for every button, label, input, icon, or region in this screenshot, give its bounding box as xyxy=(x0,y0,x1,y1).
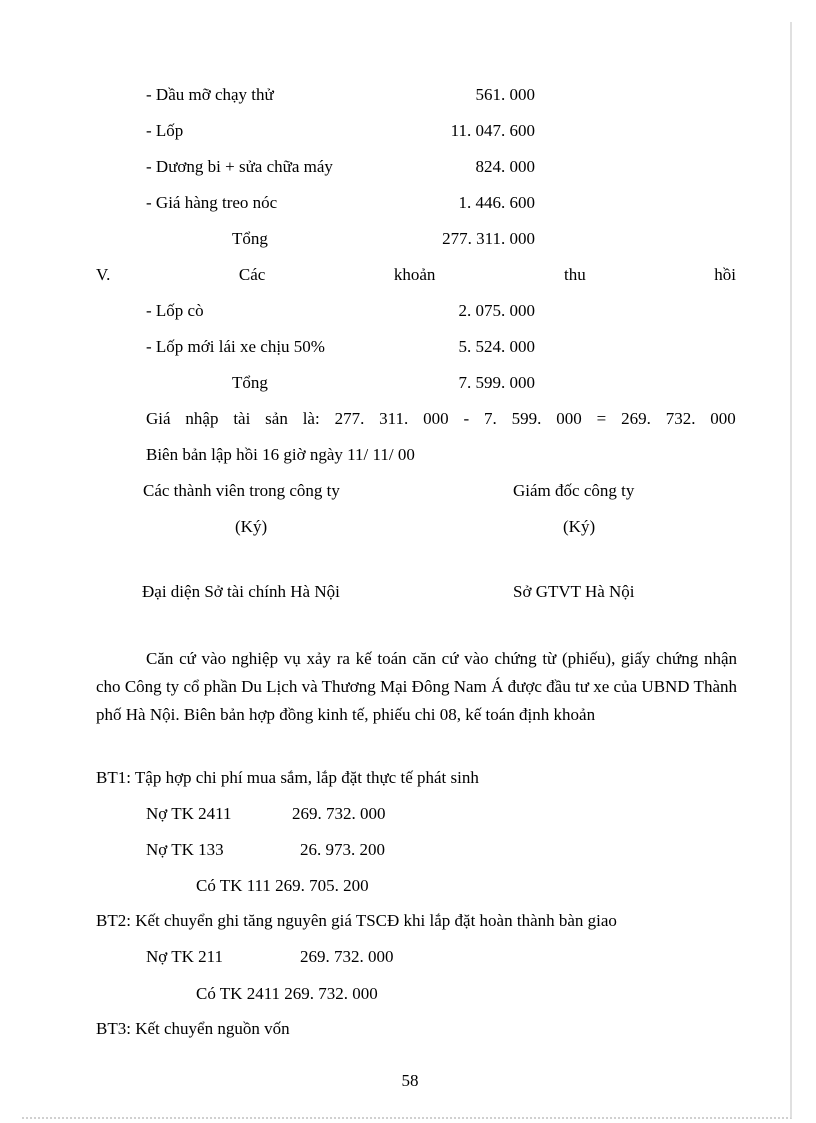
entry-bt3-title: BT3: Kết chuyển nguồn vốn xyxy=(96,1019,290,1038)
heading-word: Các xyxy=(238,265,266,284)
cost-total-label: Tổng xyxy=(232,229,268,248)
formula-token: là: xyxy=(302,409,320,428)
section-heading-recovery xyxy=(96,265,736,285)
entry-bt1-debit1: Nợ TK 2411 xyxy=(146,804,232,823)
formula-token: tài xyxy=(233,409,251,428)
formula-token: 277. xyxy=(334,409,365,428)
entry-bt1-debit1-amount: 269. 732. 000 xyxy=(292,804,386,823)
formula-token: sản xyxy=(265,409,288,428)
page-number: 58 xyxy=(401,1071,419,1090)
signature-finance-dept: Đại diện Sở tài chính Hà Nội xyxy=(142,582,340,601)
formula-token: 000 xyxy=(423,409,449,428)
formula-token: - xyxy=(463,409,470,428)
recovery-total-label: Tổng xyxy=(232,373,268,392)
cost-item-amount: 561. 000 xyxy=(475,85,535,104)
page-border xyxy=(22,22,792,1119)
entry-bt1-title: BT1: Tập hợp chi phí mua sắm, lắp đặt thực tế phát sinh xyxy=(96,768,479,787)
heading-word: V. xyxy=(96,265,111,284)
recovery-item-label: - Lốp cò xyxy=(146,301,204,320)
cost-item-amount: 11. 047. 600 xyxy=(450,121,535,140)
recovery-total-amount: 7. 599. 000 xyxy=(458,373,535,392)
minutes-note: Biên bản lập hồi 16 giờ ngày 11/ 11/ 00 xyxy=(146,445,415,464)
body-paragraph: Căn cứ vào nghiệp vụ xảy ra kế toán căn cứ vào chứng từ (phiếu), giấy chứng nhận cho Công ty cổ phần Du Lịch và Thương Mại Đông Nam Á được đầu tư xe của UBND Thành phố Hà Nội. Biên bản hợp đồng kinh tế, phiếu chi 08, kế toán định khoản xyxy=(96,649,737,724)
recovery-item-label: - Lốp mới lái xe chịu 50% xyxy=(146,337,325,356)
formula-token: 311. xyxy=(379,409,409,428)
asset-value-formula xyxy=(146,409,736,429)
cost-item-label: - Dương bi + sửa chữa máy xyxy=(146,157,333,176)
cost-item-amount: 1. 446. 600 xyxy=(458,193,535,212)
entry-bt1-debit2-amount: 26. 973. 200 xyxy=(300,840,385,859)
signature-transport-dept: Sở GTVT Hà Nội xyxy=(513,582,635,601)
entry-bt1-credit: Có TK 111 269. 705. 200 xyxy=(196,876,369,895)
entry-bt2-debit-amount: 269. 732. 000 xyxy=(300,947,394,966)
entry-bt2-credit: Có TK 2411 269. 732. 000 xyxy=(196,984,378,1003)
formula-token: 000 xyxy=(556,409,582,428)
recovery-item-amount: 5. 524. 000 xyxy=(458,337,535,356)
cost-item-amount: 824. 000 xyxy=(475,157,535,176)
signature-members-title: Các thành viên trong công ty xyxy=(143,481,340,500)
formula-token: 7. xyxy=(484,409,497,428)
cost-item-label: - Giá hàng treo nóc xyxy=(146,193,278,212)
formula-token: = xyxy=(596,409,607,428)
entry-bt2-debit: Nợ TK 211 xyxy=(146,947,223,966)
signature-placeholder-left: (Ký) xyxy=(235,517,268,536)
cost-item-label: - Lốp xyxy=(146,121,184,140)
formula-token: 732. xyxy=(665,409,696,428)
heading-word: khoản xyxy=(393,265,436,284)
formula-token: nhập xyxy=(185,409,219,428)
heading-word: hồi xyxy=(714,265,736,284)
heading-word: thu xyxy=(563,265,586,284)
signature-director-title: Giám đốc công ty xyxy=(513,481,635,500)
formula-token: 000 xyxy=(710,409,736,428)
formula-token: Giá xyxy=(146,409,171,428)
entry-bt1-debit2: Nợ TK 133 xyxy=(146,840,224,859)
cost-item-label: - Dầu mỡ chạy thử xyxy=(146,85,274,104)
formula-token: 599. xyxy=(511,409,542,428)
formula-token: 269. xyxy=(621,409,651,428)
recovery-item-amount: 2. 075. 000 xyxy=(458,301,535,320)
cost-total-amount: 277. 311. 000 xyxy=(442,229,535,248)
entry-bt2-title: BT2: Kết chuyển ghi tăng nguyên giá TSCĐ khi lắp đặt hoàn thành bàn giao xyxy=(96,911,617,930)
signature-placeholder-right: (Ký) xyxy=(563,517,596,536)
